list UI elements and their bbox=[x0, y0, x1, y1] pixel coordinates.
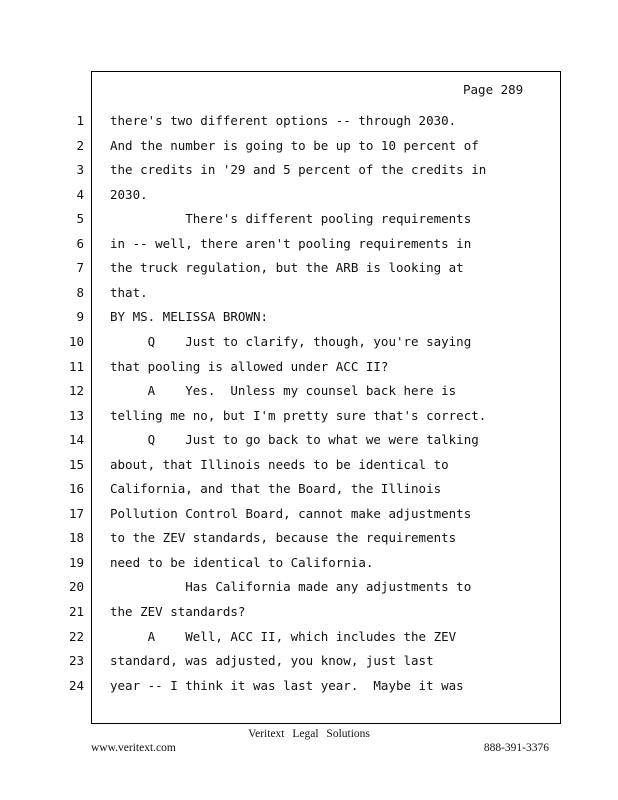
line-text: Q Just to clarify, though, you're saying bbox=[110, 333, 472, 349]
line-text: standard, was adjusted, you know, just last bbox=[110, 653, 434, 669]
line-text: about, that Illinois needs to be identical to bbox=[110, 456, 449, 472]
transcript-line bbox=[0, 158, 618, 182]
line-number: 2 bbox=[76, 137, 84, 153]
transcript-line bbox=[0, 453, 618, 477]
line-text: BY MS. MELISSA BROWN: bbox=[110, 309, 269, 325]
transcript-line bbox=[0, 281, 618, 305]
line-text: There's different pooling requirements bbox=[110, 211, 472, 227]
line-number: 15 bbox=[68, 456, 84, 472]
line-text: that pooling is allowed under ACC II? bbox=[110, 358, 389, 374]
line-text: that. bbox=[110, 284, 148, 300]
transcript-line bbox=[0, 330, 618, 354]
line-number: 14 bbox=[68, 432, 84, 448]
footer-website: www.veritext.com bbox=[91, 742, 176, 754]
line-number: 8 bbox=[76, 284, 84, 300]
transcript-line bbox=[0, 305, 618, 329]
footer-company: Veritext Legal Solutions bbox=[248, 728, 370, 740]
transcript-line bbox=[0, 600, 618, 624]
transcript-line bbox=[0, 379, 618, 403]
transcript-line bbox=[0, 404, 618, 428]
transcript-line bbox=[0, 477, 618, 501]
transcript-line bbox=[0, 355, 618, 379]
line-number: 20 bbox=[68, 579, 84, 595]
line-number: 7 bbox=[76, 260, 84, 276]
footer-phone: 888-391-3376 bbox=[483, 742, 549, 754]
transcript-line bbox=[0, 109, 618, 133]
line-text: telling me no, but I'm pretty sure that's correct. bbox=[110, 407, 487, 423]
line-number: 23 bbox=[68, 653, 84, 669]
line-text: Q Just to go back to what we were talking bbox=[110, 432, 479, 448]
line-text: Pollution Control Board, cannot make adjustments bbox=[110, 505, 472, 521]
transcript-line bbox=[0, 575, 618, 599]
line-number: 4 bbox=[76, 186, 84, 202]
line-number: 9 bbox=[76, 309, 84, 325]
line-number: 19 bbox=[68, 554, 84, 570]
line-number: 5 bbox=[76, 211, 84, 227]
transcript-line bbox=[0, 207, 618, 231]
page-number: Page 289 bbox=[463, 82, 524, 97]
line-text: year -- I think it was last year. Maybe it was bbox=[110, 677, 464, 693]
line-number: 12 bbox=[68, 383, 84, 399]
line-number: 22 bbox=[68, 628, 84, 644]
line-number: 24 bbox=[68, 677, 84, 693]
line-number: 1 bbox=[76, 113, 84, 128]
line-text: A Yes. Unless my counsel back here is bbox=[110, 383, 457, 399]
line-number: 18 bbox=[68, 530, 84, 546]
line-text: need to be identical to California. bbox=[110, 554, 374, 570]
line-number: 3 bbox=[76, 162, 84, 178]
line-text: there's two different options -- through 2030. bbox=[110, 113, 457, 128]
transcript-line bbox=[0, 256, 618, 280]
line-number: 13 bbox=[68, 407, 84, 423]
transcript-line bbox=[0, 649, 618, 673]
line-text: 2030. bbox=[110, 186, 148, 202]
transcript-line bbox=[0, 625, 618, 649]
line-text: to the ZEV standards, because the requirements bbox=[110, 530, 457, 546]
line-number: 10 bbox=[68, 333, 84, 349]
line-text: A Well, ACC II, which includes the ZEV bbox=[110, 628, 457, 644]
transcript-line bbox=[0, 502, 618, 526]
transcript-line bbox=[0, 183, 618, 207]
transcript-line bbox=[0, 551, 618, 575]
transcript-line bbox=[0, 526, 618, 550]
line-text: the ZEV standards? bbox=[110, 604, 246, 619]
line-number: 16 bbox=[68, 481, 84, 497]
line-number: 21 bbox=[68, 604, 84, 619]
line-text: Has California made any adjustments to bbox=[110, 579, 472, 595]
line-text: in -- well, there aren't pooling requirements in bbox=[110, 235, 472, 251]
line-number: 11 bbox=[68, 358, 84, 374]
line-text: And the number is going to be up to 10 percent of bbox=[110, 137, 479, 153]
line-text: the truck regulation, but the ARB is looking at bbox=[110, 260, 464, 276]
line-text: California, and that the Board, the Illinois bbox=[110, 481, 442, 497]
line-number: 6 bbox=[76, 235, 84, 251]
transcript-line bbox=[0, 232, 618, 256]
line-number: 17 bbox=[68, 505, 84, 521]
transcript-line bbox=[0, 134, 618, 158]
transcript-line bbox=[0, 428, 618, 452]
transcript-line bbox=[0, 674, 618, 698]
line-text: the credits in '29 and 5 percent of the credits in bbox=[110, 162, 487, 178]
